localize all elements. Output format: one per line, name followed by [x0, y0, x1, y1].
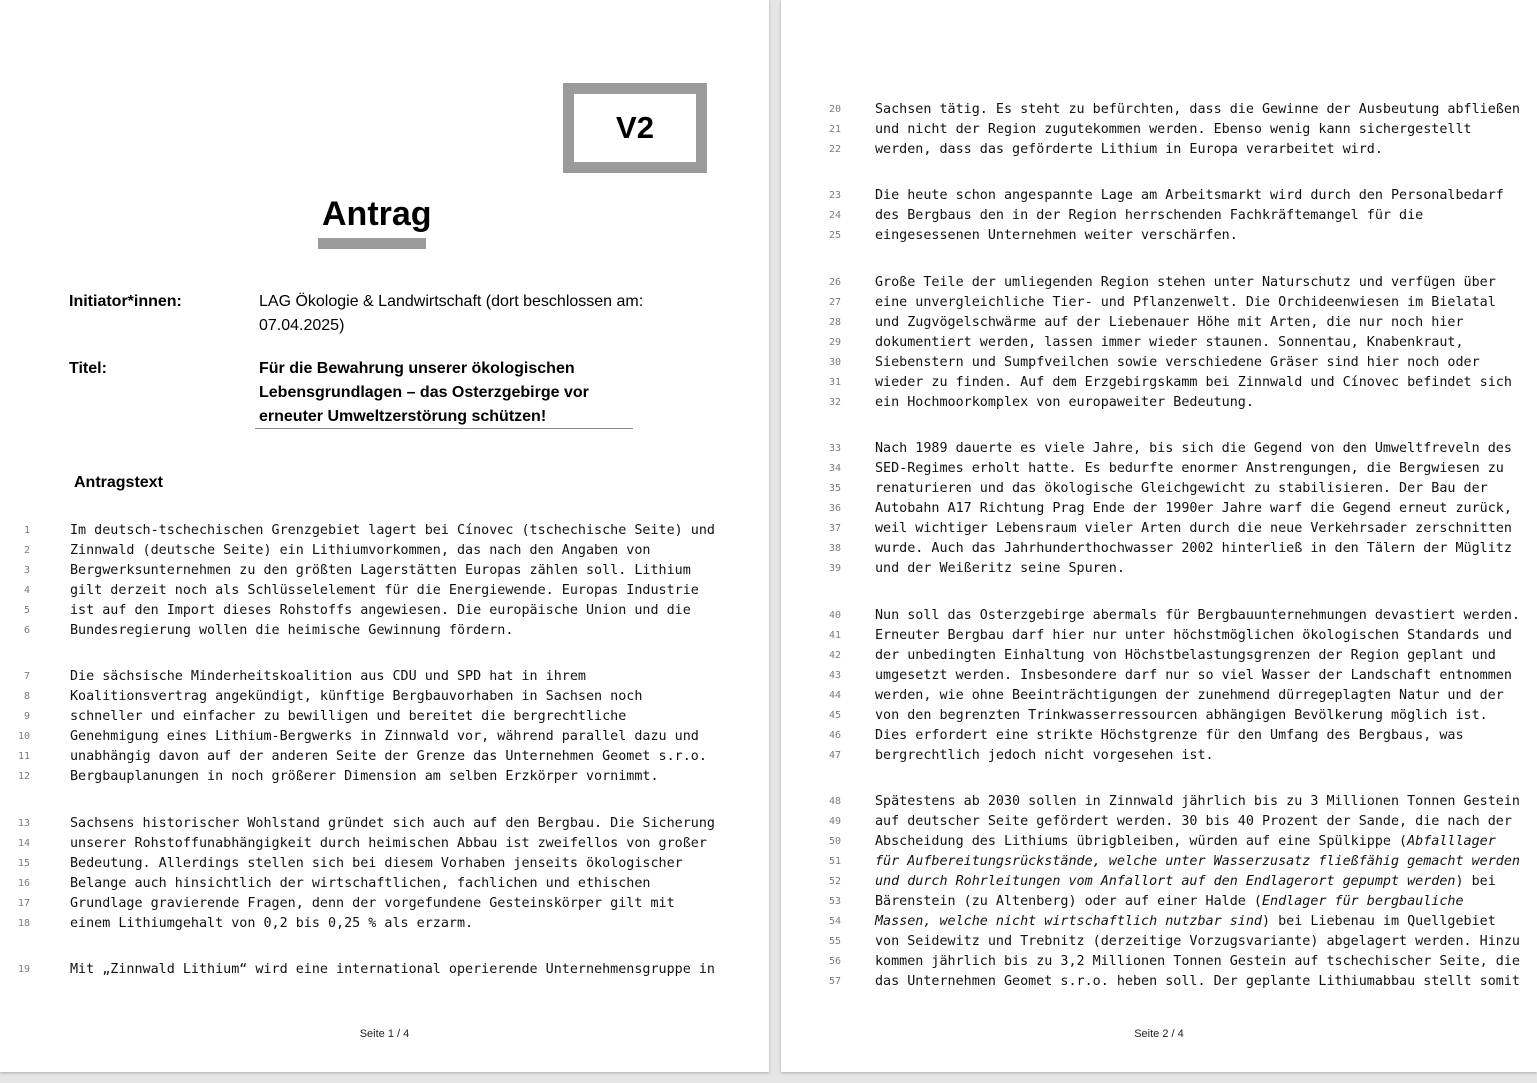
- line-number: 17: [17, 897, 30, 909]
- text-line: [0, 874, 769, 894]
- line-number: 24: [828, 210, 841, 221]
- line-text: Bundesregierung wollen die heimische Gewinnung fördern.: [70, 623, 514, 638]
- text-line: [781, 686, 1537, 706]
- text-line: [781, 393, 1537, 413]
- line-text: Bergwerksunternehmen zu den größten Lagerstätten Europas zählen soll. Lithium: [70, 563, 691, 578]
- line-number: 26: [828, 276, 841, 288]
- text-line: [0, 814, 769, 834]
- line-number: 35: [828, 483, 841, 494]
- text-line: [781, 206, 1537, 226]
- line-number: 25: [828, 230, 841, 241]
- text-line: [781, 519, 1537, 539]
- line-number: 50: [828, 836, 841, 847]
- text-line: [0, 747, 769, 767]
- line-text-regular: Abscheidung des Lithiums übrigbleiben, würden auf eine Spülkippe (: [875, 834, 1408, 849]
- line-text: Sachsen tätig. Es steht zu befürchten, dass die Gewinne der Ausbeutung abfließen: [875, 102, 1520, 117]
- title-underline-bar: [318, 238, 426, 249]
- line-number: 45: [828, 709, 841, 721]
- text-line: [0, 914, 769, 934]
- line-number: 11: [17, 751, 30, 762]
- line-number: 22: [828, 144, 841, 155]
- text-line: [0, 581, 769, 601]
- line-text: [875, 892, 1464, 912]
- line-number: 53: [828, 896, 841, 907]
- line-text-italic: Endlager für bergbauliche: [1261, 894, 1464, 909]
- line-text: weil wichtiger Lebensraum vieler Arten durch die neue Verkehrsader zerschnitten: [875, 521, 1512, 536]
- text-line: [781, 792, 1537, 812]
- line-text: Bergbauplanungen in noch größerer Dimension am selben Erzkörper vornimmt.: [70, 769, 659, 784]
- line-number: 46: [828, 729, 841, 741]
- line-text: SED-Regimes erholt hatte. Es bedurfte enormer Anstrengungen, die Bergwiesen zu: [875, 461, 1504, 476]
- line-number: 30: [828, 356, 841, 368]
- text-line: [781, 832, 1537, 852]
- line-text: Die sächsische Minderheitskoalition aus CDU und SPD hat in ihrem: [70, 669, 586, 684]
- line-text: werden, dass das geförderte Lithium in Europa verarbeitet wird.: [875, 142, 1383, 157]
- line-number: 44: [828, 689, 841, 701]
- line-text: Dies erfordert eine strikte Höchstgrenze für den Umfang des Bergbaus, was: [875, 727, 1464, 743]
- line-text: kommen jährlich bis zu 3,2 Millionen Tonnen Gestein auf tschechischer Seite, die: [875, 954, 1520, 969]
- line-text: renaturieren und das ökologische Gleichgewicht zu stabilisieren. Der Bau der: [875, 481, 1488, 496]
- line-text: Genehmigung eines Lithium-Bergwerks in Zinnwald vor, während parallel dazu und: [70, 729, 699, 744]
- document-title: Antrag: [322, 195, 432, 233]
- line-number: 1: [23, 525, 30, 536]
- text-line: [781, 120, 1537, 140]
- text-line: [0, 521, 769, 541]
- motion-title-divider: [255, 428, 633, 429]
- line-number: 32: [828, 396, 841, 408]
- text-line: [0, 687, 769, 707]
- line-number: 14: [17, 837, 30, 849]
- section-heading-antragstext: Antragstext: [74, 474, 163, 491]
- line-number: 43: [828, 669, 841, 681]
- text-line: [781, 706, 1537, 726]
- line-number: 29: [828, 336, 841, 348]
- line-text: Siebenstern und Sumpfveilchen sowie verschiedene Gräser sind hier noch oder: [875, 354, 1480, 370]
- line-number: 13: [17, 817, 30, 829]
- line-number: 54: [828, 916, 841, 927]
- line-text: das Unternehmen Geomet s.r.o. heben soll. Der geplante Lithiumabbau stellt somit: [875, 974, 1520, 989]
- line-text: und nicht der Region zugutekommen werden. Ebenso wenig kann sichergestellt: [875, 122, 1472, 137]
- title-label: Titel:: [69, 360, 107, 377]
- text-line: [0, 541, 769, 561]
- text-line: [0, 667, 769, 687]
- line-text: Autobahn A17 Richtung Prag Ende der 1990er Jahre warf die Gegend erneut zurück,: [875, 501, 1512, 516]
- text-line: [0, 727, 769, 747]
- text-line: [781, 439, 1537, 459]
- line-number: 37: [828, 523, 841, 534]
- line-number: 27: [828, 296, 841, 308]
- line-text-italic: für Aufbereitungsrückstände, welche unter Wasserzusatz fließfähig gemacht werden: [875, 854, 1520, 869]
- line-text: Bedeutung. Allerdings stellen sich bei diesem Vorhaben jenseits ökologischer: [70, 855, 683, 871]
- motion-title-line-1: Für die Bewahrung unserer ökologischen: [259, 360, 575, 377]
- line-number: 34: [828, 463, 841, 474]
- text-line: [781, 539, 1537, 559]
- line-text: und der Weißeritz seine Spuren.: [875, 561, 1125, 576]
- line-text: wurde. Auch das Jahrhunderthochwasser 2002 hinterließ in den Tälern der Müglitz: [875, 541, 1512, 556]
- line-number: 41: [828, 629, 841, 641]
- line-text-italic: Abfalllager: [1407, 834, 1496, 849]
- line-number: 7: [23, 671, 30, 682]
- text-line: [781, 972, 1537, 992]
- line-text: Koalitionsvertrag angekündigt, künftige Bergbauvorhaben in Sachsen noch: [70, 689, 643, 704]
- line-text: dokumentiert werden, lassen immer wieder staunen. Sonnentau, Knabenkraut,: [875, 334, 1464, 350]
- text-line: [781, 353, 1537, 373]
- line-text: und Zugvögelschwärme auf der Liebenauer Höhe mit Arten, die nur noch hier: [875, 314, 1464, 330]
- line-text: Die heute schon angespannte Lage am Arbeitsmarkt wird durch den Personalbedarf: [875, 188, 1504, 203]
- line-text: werden, wie ohne Beeinträchtigungen der zunehmend dürregeplagten Natur und der: [875, 687, 1504, 703]
- initiator-value-line-1: LAG Ökologie & Landwirtschaft (dort beschlossen am:: [259, 293, 644, 310]
- line-text: Erneuter Bergbau darf hier nur unter höchstmöglichen ökologischen Standards und: [875, 627, 1512, 643]
- line-text: eingesessenen Unternehmen weiter verschärfen.: [875, 228, 1238, 243]
- line-number: 12: [17, 771, 30, 782]
- line-number: 47: [828, 749, 841, 761]
- line-text: schneller und einfacher zu bewilligen und bereitet die bergrechtliche: [70, 709, 627, 724]
- line-number: 40: [828, 609, 841, 621]
- line-text: ist auf den Import dieses Rohstoffs angewiesen. Die europäische Union und die: [70, 603, 691, 618]
- text-line: [781, 952, 1537, 972]
- motion-title-line-2: Lebensgrundlagen – das Osterzgebirge vor: [259, 384, 589, 401]
- page-1-footer: Seite 1 / 4: [359, 1028, 410, 1040]
- text-line: [781, 499, 1537, 519]
- text-line: [781, 606, 1537, 626]
- line-number: 38: [828, 543, 841, 554]
- line-number: 23: [828, 190, 841, 201]
- line-text: Zinnwald (deutsche Seite) ein Lithiumvorkommen, das nach den Angaben von: [70, 543, 651, 558]
- text-line: [781, 626, 1537, 646]
- text-line: [781, 186, 1537, 206]
- line-text-regular: ) bei: [1455, 874, 1496, 889]
- line-number: 10: [17, 731, 30, 742]
- line-text-italic: Massen, welche nicht wirtschaftlich nutzbar sind: [875, 914, 1262, 929]
- text-line: [0, 960, 769, 980]
- text-line: [781, 559, 1537, 579]
- line-number: 5: [23, 605, 30, 616]
- line-number: 52: [828, 876, 841, 887]
- line-number: 42: [828, 649, 841, 661]
- text-line: [781, 746, 1537, 766]
- line-text: von den begrenzten Trinkwasserressourcen abhängigen Bevölkerung möglich ist.: [875, 707, 1488, 723]
- line-number: 2: [23, 545, 30, 556]
- line-number: 28: [828, 316, 841, 328]
- line-text-regular: Bärenstein (zu Altenberg) oder auf einer Halde (: [875, 894, 1262, 909]
- motion-title-line-3: erneuter Umweltzerstörung schützen!: [259, 408, 547, 425]
- line-number: 55: [828, 936, 841, 947]
- line-text: eine unvergleichliche Tier- und Pflanzenwelt. Die Orchideenwiesen im Bielatal: [875, 294, 1496, 310]
- line-text-regular: ) bei Liebenau im Quellgebiet: [1261, 914, 1496, 929]
- line-number: 33: [828, 443, 841, 454]
- initiator-label: Initiator*innen:: [69, 293, 182, 310]
- line-text: ein Hochmoorkomplex von europaweiter Bedeutung.: [875, 394, 1254, 410]
- line-text-italic: und durch Rohrleitungen vom Anfallort auf den Endlagerort gepumpt werden: [875, 874, 1456, 889]
- text-line: [781, 666, 1537, 686]
- line-number: 57: [828, 976, 841, 987]
- line-number: 49: [828, 816, 841, 827]
- line-number: 16: [17, 877, 30, 889]
- line-number: 9: [23, 711, 30, 722]
- text-line: [0, 601, 769, 621]
- initiator-value-line-2: 07.04.2025): [259, 317, 345, 334]
- document-page-1: [0, 0, 769, 1072]
- line-text: einem Lithiumgehalt von 0,2 bis 0,25 % als erzarm.: [70, 915, 474, 931]
- text-line: [781, 293, 1537, 313]
- line-number: 6: [23, 625, 30, 636]
- line-text: unabhängig davon auf der anderen Seite der Grenze das Unternehmen Geomet s.r.o.: [70, 749, 707, 764]
- line-text: [875, 912, 1496, 932]
- line-number: 31: [828, 376, 841, 388]
- line-number: 4: [23, 585, 30, 596]
- line-number: 48: [828, 796, 841, 807]
- line-text: gilt derzeit noch als Schlüsselelement für die Energiewende. Europas Industrie: [70, 583, 699, 598]
- text-line: [781, 726, 1537, 746]
- text-line: [781, 479, 1537, 499]
- text-line: [781, 852, 1537, 872]
- line-text: [875, 852, 1520, 872]
- line-text: Große Teile der umliegenden Region stehen unter Naturschutz und verfügen über: [875, 274, 1496, 290]
- line-text: Spätestens ab 2030 sollen in Zinnwald jährlich bis zu 3 Millionen Tonnen Gestein: [875, 794, 1520, 809]
- text-line: [0, 767, 769, 787]
- text-line: [781, 226, 1537, 246]
- page-2-footer: Seite 2 / 4: [1134, 1028, 1184, 1040]
- text-line: [781, 646, 1537, 666]
- line-number: 56: [828, 956, 841, 967]
- line-text: Mit „Zinnwald Lithium“ wird eine international operierende Unternehmensgruppe in: [70, 962, 715, 977]
- text-line: [781, 313, 1537, 333]
- text-line: [0, 834, 769, 854]
- text-line: [0, 854, 769, 874]
- text-line: [781, 812, 1537, 832]
- text-line: [781, 140, 1537, 160]
- line-number: 18: [17, 917, 30, 929]
- line-text: Sachsens historischer Wohlstand gründet sich auch auf den Bergbau. Die Sicherung: [70, 815, 715, 831]
- line-number: 3: [23, 565, 30, 576]
- line-text: der unbedingten Einhaltung von Höchstbelastungsgrenzen der Region geplant und: [875, 647, 1496, 663]
- line-text: von Seidewitz und Trebnitz (derzeitige Vorzugsvariante) abgelagert werden. Hinzu: [875, 934, 1520, 949]
- line-text: Im deutsch-tschechischen Grenzgebiet lagert bei Cínovec (tschechische Seite) und: [70, 523, 715, 538]
- line-text: des Bergbaus den in der Region herrschenden Fachkräftemangel für die: [875, 208, 1424, 223]
- text-line: [0, 707, 769, 727]
- line-number: 36: [828, 503, 841, 514]
- line-text: wieder zu finden. Auf dem Erzgebirgskamm bei Zinnwald und Cínovec befindet sich: [875, 374, 1512, 390]
- text-line: [781, 373, 1537, 393]
- text-line: [0, 621, 769, 641]
- line-text: bergrechtlich jedoch nicht vorgesehen ist.: [875, 747, 1214, 763]
- text-line: [781, 100, 1537, 120]
- line-number: 20: [828, 104, 841, 115]
- line-text: [875, 872, 1496, 892]
- text-line: [781, 872, 1537, 892]
- line-text: Grundlage gravierende Fragen, denn der vorgefundene Gesteinskörper gilt mit: [70, 895, 675, 911]
- line-text: Nun soll das Osterzgebirge abermals für Bergbauunternehmungen devastiert werden.: [875, 607, 1520, 623]
- version-badge-label: V2: [616, 110, 654, 145]
- document-page-2: [781, 0, 1537, 1072]
- line-number: 15: [17, 857, 30, 869]
- text-line: [781, 912, 1537, 932]
- line-number: 19: [17, 964, 30, 975]
- line-number: 21: [828, 124, 841, 135]
- text-line: [781, 892, 1537, 912]
- line-text: umgesetzt werden. Insbesondere darf nur so viel Wasser der Landschaft entnommen: [875, 667, 1512, 683]
- line-number: 8: [23, 691, 30, 702]
- version-badge: [563, 83, 707, 173]
- line-text: unserer Rohstoffunabhängigkeit durch heimischen Abbau ist zweifellos von großer: [70, 835, 707, 851]
- text-line: [0, 561, 769, 581]
- text-line: [781, 273, 1537, 293]
- line-text: Belange auch hinsichtlich der wirtschaftlichen, fachlichen und ethischen: [70, 875, 651, 891]
- line-number: 39: [828, 563, 841, 574]
- line-number: 51: [828, 856, 841, 867]
- text-line: [781, 333, 1537, 353]
- text-line: [781, 932, 1537, 952]
- line-text: auf deutscher Seite gefördert werden. 30 bis 40 Prozent der Sande, die nach der: [875, 814, 1512, 829]
- text-line: [0, 894, 769, 914]
- line-text: Nach 1989 dauerte es viele Jahre, bis sich die Gegend von den Umweltfreveln des: [875, 441, 1512, 456]
- line-text: [875, 832, 1496, 852]
- text-line: [781, 459, 1537, 479]
